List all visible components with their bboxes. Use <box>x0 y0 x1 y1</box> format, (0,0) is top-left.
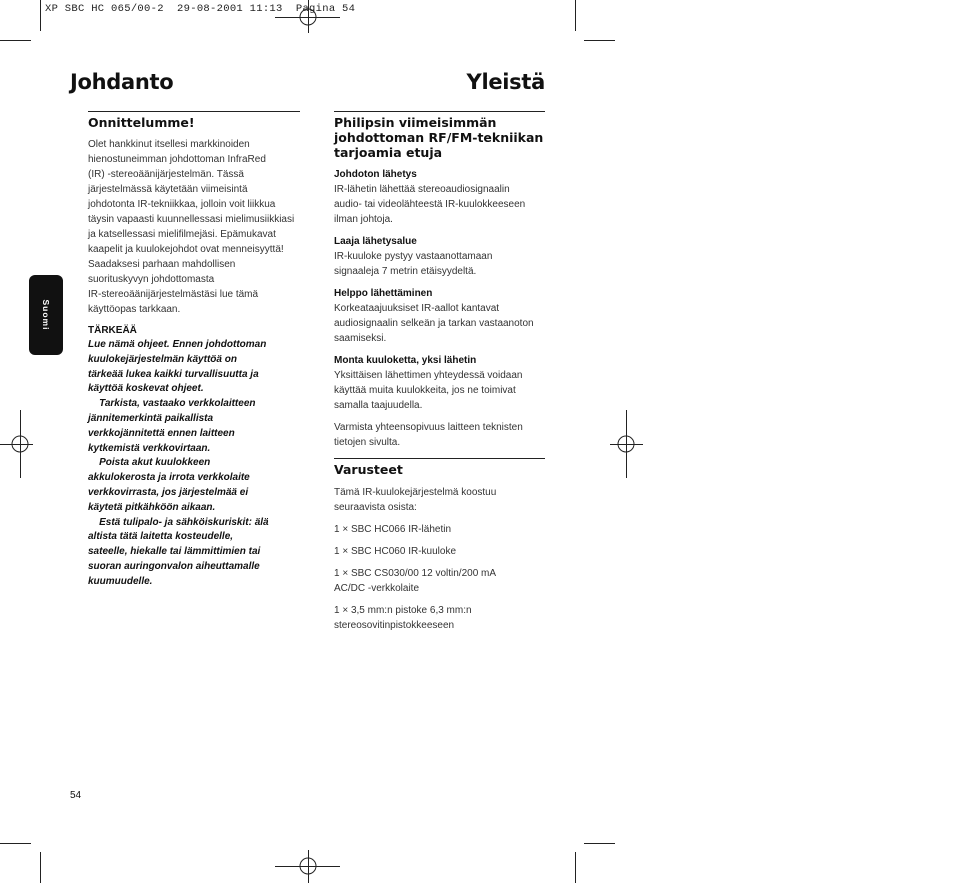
feature-text: IR-lähetin lähettää stereoaudiosignaalin audio- tai videolähteestä IR-kuulokkeeseen ilman johtoja. <box>334 184 526 225</box>
feature-item <box>334 234 545 279</box>
print-slug: XP SBC HC 065/00-2 29-08-2001 11:13 Pagina 54 <box>45 3 356 15</box>
accessories-heading: Varusteet <box>334 462 403 477</box>
important-text: Lue nämä ohjeet. Ennen johdottoman kuulokejärjestelmän käyttöä on tärkeää lukea kaikki turvallisuutta ja käyttöä koskevat ohjeet. Tarkista, vastaako verkkolaitteen jännitemerkintä paikallista verkkojännitettä ennen laitteen kytkemistä verkkovirtaan. Poista akut kuulokkeen akkulokerosta ja irrota verkkolaite verkkovirrasta, jos järjestelmää ei käytetä pitkähköön aikaan. Estä tulipalo- ja sähköiskuriskit: älä altista tätä laitetta kosteudelle, sateelle, hiekalle tai lämmittimien tai suoran auringonvalon aiheuttamalle kuumuudelle. <box>88 339 269 587</box>
feature-text: Yksittäisen lähettimen yhteydessä voidaan käyttää muita kuulokkeita, jos ne toimivat samalla taajuudella. <box>334 370 523 411</box>
crop-mark-bottom-left <box>0 844 41 883</box>
accessory-item: 1 × SBC CS030/00 12 voltin/200 mA AC/DC -verkkolaite <box>334 568 497 594</box>
feature-title: Johdoton lähetys <box>334 169 417 180</box>
accessory-item: 1 × SBC HC060 IR-kuuloke <box>334 546 457 557</box>
feature-title: Laaja lähetysalue <box>334 236 417 247</box>
crop-mark-top-left <box>0 0 41 41</box>
feature-text: IR-kuuloke pystyy vastaanottamaan signaaleja 7 metrin etäisyydeltä. <box>334 251 493 277</box>
divider <box>334 458 545 459</box>
important-heading: TÄRKEÄÄ <box>88 325 137 336</box>
page-title-left: Johdanto <box>70 70 174 94</box>
crop-mark-top-right <box>576 0 616 41</box>
feature-text: Korkeataajuuksiset IR-aallot kantavat audiosignaalin selkeän ja tarkan vastaanoton saamiseksi. <box>334 303 534 344</box>
compatibility-note: Varmista yhteensopivuus laitteen teknisten tietojen sivulta. <box>334 422 523 448</box>
accessories-list <box>334 485 545 633</box>
feature-item <box>334 167 545 227</box>
language-tab-label: Suomi <box>41 299 51 331</box>
accessory-item: 1 × 3,5 mm:n pistoke 6,3 mm:n stereosovitinpistokkeeseen <box>334 605 472 631</box>
accessories-intro: Tämä IR-kuulokejärjestelmä koostuu seuraavista osista: <box>334 487 497 513</box>
feature-item <box>334 286 545 346</box>
intro-paragraph: Olet hankkinut itsellesi markkinoiden hienostuneimman johdottoman InfraRed (IR) -stereoäänijärjestelmän. Tässä järjestelmässä käytetään viimeisintä johdotonta IR-tekniikkaa, jolloin voit liikkua täysin vapaasti kuunnellessasi mielimusiikkiasi ja katsellessasi mielifilmejäsi. Epämukavat kaapelit ja kuulokejohdot ovat menneisyyttä! Saadaksesi parhaan mahdollisen suorituskyvyn johdottomasta IR-stereoäänijärjestelmästäsi lue tämä käyttöopas tarkkaan. <box>88 139 295 315</box>
feature-item <box>334 353 545 413</box>
section-heading: Philipsin viimeisimmän johdottoman RF/FM-tekniikan tarjoamia etuja <box>334 115 544 160</box>
registration-mark-bottom <box>275 850 340 883</box>
page-number: 54 <box>70 790 82 801</box>
feature-title: Helppo lähettäminen <box>334 288 433 299</box>
registration-mark-right <box>610 410 643 478</box>
section-heading: Onnittelumme! <box>88 115 195 130</box>
left-column <box>88 111 300 590</box>
feature-title: Monta kuuloketta, yksi lähetin <box>334 355 477 366</box>
right-column <box>334 111 545 633</box>
feature-list <box>334 167 545 450</box>
registration-mark-left <box>0 410 33 478</box>
crop-mark-bottom-right <box>576 844 616 883</box>
accessory-item: 1 × SBC HC066 IR-lähetin <box>334 524 452 535</box>
page-title-right: Yleistä <box>466 70 545 94</box>
language-tab <box>29 275 63 355</box>
